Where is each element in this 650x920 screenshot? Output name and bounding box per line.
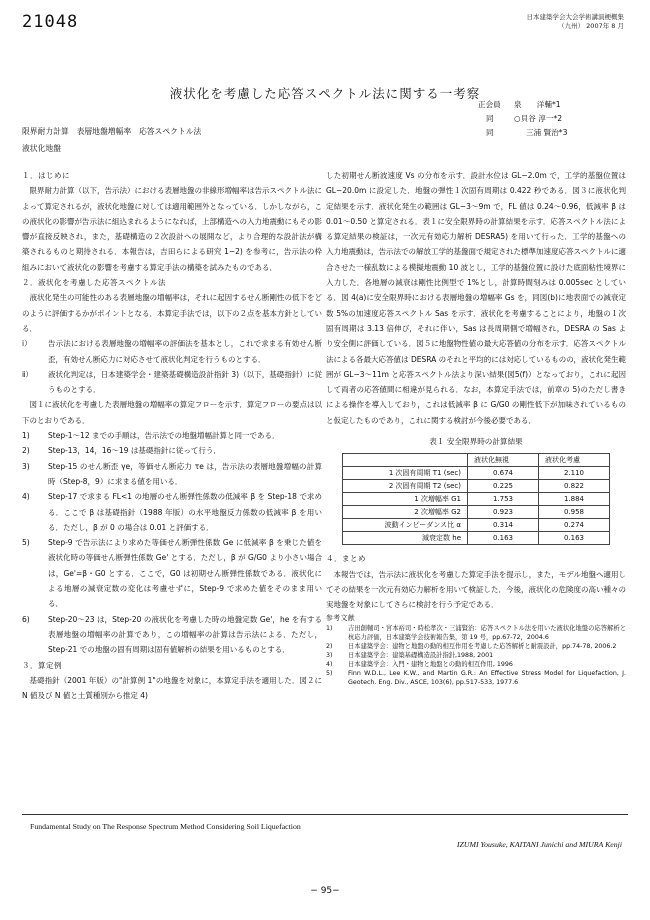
table-cell: 0.225 [468,480,539,493]
page-number: − 95− [310,886,340,896]
paragraph: 基礎指針（2001 年版）の"計算例 1"の地盤を対象に，本算定手法を適用した．図２に N 値及び N 値と土質種別から推定 4) [22,675,322,701]
author-name: 泉 洋輔*1 [514,100,561,109]
keywords-line-2: 液状化地盤 [22,144,61,153]
reference-text: 日本建築学会：入門・建物と地盤との動的相互作用, 1996 [348,660,513,668]
table-row [343,493,610,506]
paragraph: 本報告では，告示法に液状化を考慮した算定手法を提示し，また，モデル地盤へ適用してその結果を一次元有効応力解析を用いて検証した．今後，液状化の危険度の高い種々の実地盤を対象にしてさらに検討を行う予定である． [326,569,626,610]
reference-marker: 5) [326,669,333,677]
table-row [343,506,610,519]
author-membership: 同 [486,114,494,123]
reference-text: 日本建築学会：建物と地盤の動的相互作用を考慮した応答解析と耐震設計，pp.74-78, 2006.2 [348,642,617,650]
row-label: 減衰定数 he [343,532,468,545]
table-cell: 0.822 [539,480,610,493]
right-column [326,168,626,687]
reference-text: Finn W.D.L., Lee K.W., and Martin G.R.: An Effective Stress Model for Liquefaction, J. Geotech. Eng. Div., ASCE, 103(6), pp.517-533, 1977.6 [348,669,626,686]
results-table [342,453,610,545]
english-authors: IZUMI Yousuke, KAITANI Junichi and MIURA Kenji [456,840,622,849]
paragraph: 図１に液状化を考慮した表層地盤の増幅率の算定フローを示す．算定フローの要点は以下のとおりである． [22,400,322,425]
step-item [22,443,322,458]
step-item [22,612,322,658]
table-cell: 0.274 [539,519,610,532]
paper-title: 液状化を考慮した応答スペクトル法に関する一考察 [169,86,481,101]
step-marker: 4) [22,492,30,502]
keywords [22,123,201,157]
reference-list [326,624,626,687]
table-row [343,480,610,493]
paragraph: 液状化発生の可能性のある表層地盤の増幅率は，それに起因するせん断剛性の低下をどのように評価するかがポイントとなる．本算定手法では，以下の２点を基本方針としている． [22,293,322,333]
reference-item [326,651,626,660]
author-row [478,126,628,140]
list-marker: ⅱ） [22,369,33,379]
author-membership: 同 [486,128,494,137]
step-marker: 6) [22,614,30,624]
table-cell: 0.923 [468,506,539,519]
keywords-line-1: 限界耐力計算 表層地盤増幅率 応答スペクトル法 [22,127,202,136]
list-item [22,367,322,398]
reference-text: 日本建築学会：建築基礎構造設計指針,1988, 2001 [348,651,494,659]
author-row [478,112,628,126]
table-row [343,467,610,480]
table-cell: 1.884 [539,493,610,506]
table-cell: 1.753 [468,493,539,506]
author-list [478,98,628,140]
table-caption: 表１ 安全限界時の計算結果 [429,437,523,447]
reference-item [326,669,626,687]
list-text: 液状化判定は，日本建築学会・建築基礎構造設計指針 3)（以下，基礎指針）に従うものとする． [48,369,322,395]
table-cell: 0.958 [539,506,610,519]
step-text: Step-20〜23 は，Step-20 の液状化を考慮した時の地盤定数 Ge'，he を有する表層地盤の増幅率の計算であり，この増幅率の計算は告示法による．ただし，Step-21 での地盤の固有周期は固有値解析の結果を用いるものとする． [48,614,322,655]
section-heading: ３．算定例 [22,660,62,670]
step-text: Step-15 のせん断歪 γe，等価せん断応力 τe は，告示法の表層地盤増幅の計算時（Step-8，9）に求まる値を用いる． [48,461,322,486]
paper-id: 21048 [22,12,79,32]
list-marker: ⅰ） [22,339,32,349]
references-heading: 参考文献 [326,613,356,622]
step-text: Step-17 で求まる FL<1 の地層のせん断弾性係数の低減率 β を Step-18 で求める．ここで β は基礎指針（1988 年版）の水平地盤反力係数の低減率 β を用いる．ただし，β が 0 の場合は 0.01 と評価する． [48,492,322,532]
section-heading: １．はじめに [22,171,70,180]
conference-line-1: 日本建築学会大会学術講演梗概集 [526,13,624,21]
reference-marker: 3) [326,651,333,659]
conference-info [527,13,625,31]
english-title: Fundamental Study on The Response Spectrum Method Considering Soil Liquefaction [30,822,301,831]
row-label: 1 次増幅率 G1 [343,493,468,506]
table-cell: 0.674 [468,467,539,480]
conference-line-2: （九州） 2007年 8 月 [558,22,624,30]
step-item [22,459,322,490]
reference-item [326,624,626,642]
reference-item [326,660,626,669]
step-text: Step-13，14，16〜19 は基礎指針に従って行う． [48,446,221,456]
column-header: 液状化考慮 [539,454,610,467]
step-marker: 5) [22,538,30,548]
step-text: Step-9 で告示法により求めた等価せん断弾性係数 Ge に低減率 β を乗じた値を液状化時の等価せん断弾性係数 Ge' とする．ただし，β が G/G0 より小さい場合は，Ge'=β・G0 とする．ここで，G0 は初期せん断弾性係数である．液状化による地層の減衰定数の変化は考慮せずに，Step-9 で求めた値をそのまま用いる． [48,538,322,609]
table-corner [343,454,468,467]
step-marker: 3) [22,461,30,471]
reference-marker: 2) [326,642,333,650]
author-name: 三浦 賢治*3 [526,128,568,137]
table-cell: 2.110 [539,467,610,480]
step-text: Step-1〜12 までの手順は，告示法での地盤増幅計算と同一である． [48,431,280,441]
row-label: 2 次固有周期 T2 (sec) [343,480,468,493]
list-item [22,336,322,367]
section-heading: ２．液状化を考慮した応答スペクトル法 [22,278,166,288]
table-cell: 0.314 [468,519,539,532]
step-marker: 1) [22,431,30,441]
table-cell: 0.163 [539,532,610,545]
footer-divider [22,814,628,815]
left-column [22,168,322,703]
table-row [343,532,610,545]
author-name: ○貝谷 淳一*2 [514,114,563,123]
column-header: 液状化無視 [468,454,539,467]
section-heading: ４．まとめ [326,554,366,564]
row-label: 2 次増幅率 G2 [343,506,468,519]
step-item [22,428,322,443]
list-text: 告示法における表層地盤の増幅率の評価法を基本とし，これで求まる有効せん断歪，有効せん断応力に対応させて液状化判定を行うものとする． [48,339,322,364]
row-label: 1 次固有周期 T1 (sec) [343,467,468,480]
step-item [22,535,322,611]
author-membership: 正会員 [478,100,501,109]
table-row [343,519,610,532]
table-cell: 0.163 [468,532,539,545]
author-row [478,98,628,112]
reference-text: 吉田創輔司・宮本裕司・時松孝次・三浦賢治：応答スペクトル法を用いた液状化地盤の応答解析と杭応力評価，日本建築学会技術報告集，第 19 号，pp.67-72，2004.6 [348,624,626,641]
paragraph: した初期せん断波速度 Vs の分布を示す．設計水位は GL−2.0m で，工学的基盤位置は GL−20.0m に設定した．地盤の弾性１次固有周期は 0.422 秒である．図３に液状化判定結果を示す．液状化発生の範囲は GL−3〜9m で，FL 値は 0.24〜0.96，低減率 β は 0.01〜0.50 と算定される．表１に安全限界時の計算結果を示す．応答スペクトル法による算定結果の検証は，一次元有効応力解析 DESRA5) を用いて行った．工学的基盤への入力地震動は，告示法での解放工学的基盤面で規定された標準加速度応答スペクトルに適合させた一様乱数による模擬地震動 10 波とし，工学的基盤位置に設けた底面粘性境界に入力した．各地層の減衰は剛性比例型で 1%とし，計算時間刻みは 0.005sec としている．図 4(a)に安全限界時における表層地盤の増幅率 Gs を，同図(b)に地表面での減衰定数 5%の加速度応答スペクトル Sas を示す．液状化を考慮することにより，地盤の１次固有周期は 3.13 倍伸び，それに伴い，Sas は長周期側で増幅され，DESRA の Sas より安全側に評価している．図５に地盤物性値の最大応答値の分布を示す．応答スペクトル法による各最大応答値は DESRA のそれと平均的には対応しているものの，液状化発生範囲が GL−3〜11m と応答スペクトル法より深い結果(図5(f)）となっており，これに起因して両者の応答値間に相違が見られる．なお，本算定手法では，前章の 5)のただし書きによる操作を導入しており，これは低減率 β に G/G0 の剛性低下が加味されているものと仮定したものであり，これに関する検討が今後必要である． [326,171,626,425]
reference-marker: 4) [326,660,333,668]
paragraph: 限界耐力計算（以下，告示法）における表層地盤の非線形増幅率は告示スペクトル法によって算定されるが，液状化地盤に対しては適用範囲外となっている．しかしながら，この液状化の影響が告示法に組込まれるようになれば，上部構造への入力地震動にもその影響が直接反映され，また，基礎構造の２次設計への展開など，より合理的な設計法が構築されるものと期待される．本報告は，吉田らによる研究 1−2) を参考に，告示法の枠組みにおいて液状化の影響を考慮する算定手法の構築を試みたものである． [22,186,322,272]
step-item [22,489,322,535]
row-label: 波動インピーダンス比 α [343,519,468,532]
step-marker: 2) [22,446,30,456]
table-header-row [343,454,610,467]
reference-marker: 1) [326,624,333,632]
reference-item [326,642,626,651]
